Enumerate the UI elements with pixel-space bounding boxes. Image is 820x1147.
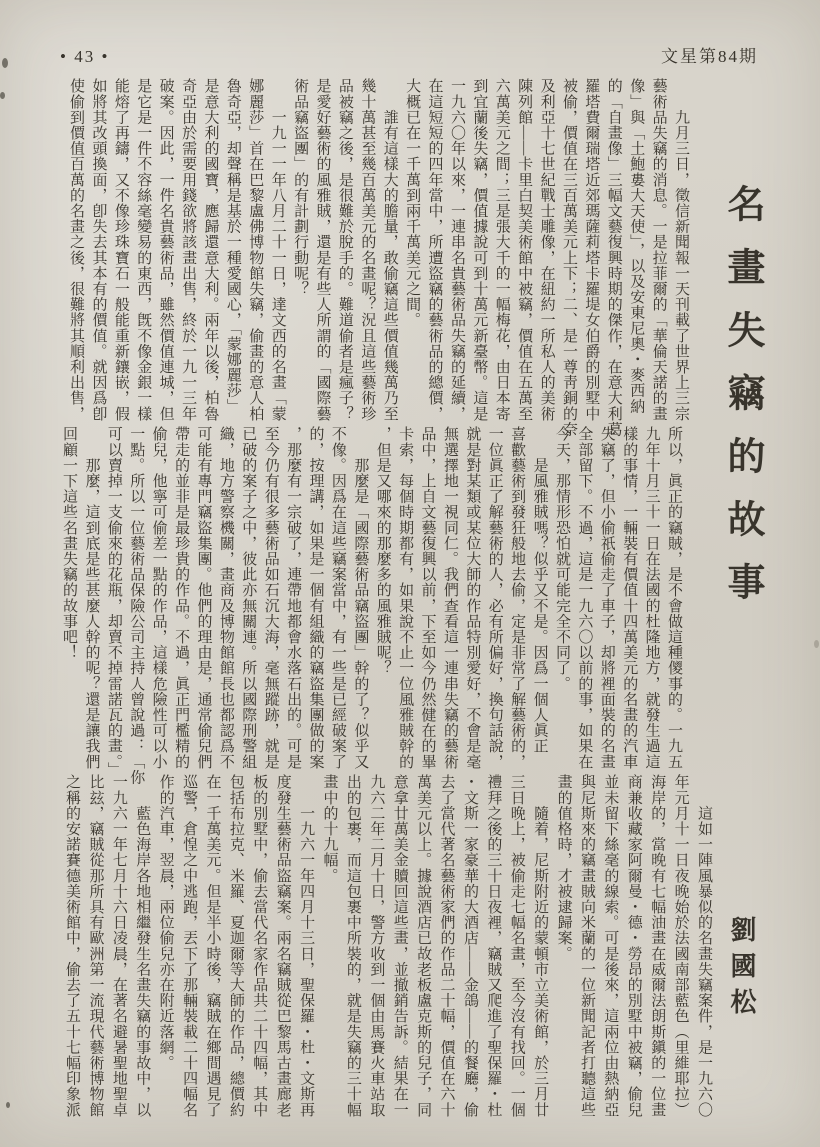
text-column: 一點。所以一位藝術品保險公司主持人曾說過：「你 [128, 426, 145, 785]
text-column: 藍色海岸各地相繼發生名畫失竊的事故中，以 [134, 774, 151, 1118]
text-column: 一位眞正了解藝術的人，必有所偏好，換句話說， [486, 426, 503, 770]
author-name: 劉國松 [727, 916, 756, 1024]
text-column: 去了當代著名藝術家們的作品二十幅，價值在六十 [438, 774, 455, 1118]
text-column: 可能有專門竊盜集團。他們的理由是，通常偷兒們 [195, 426, 212, 770]
text-column: 禮拜之後的三十日夜裡，竊賊又爬進了聖保羅・杜 [485, 774, 502, 1118]
text-column: 九六二年二月十日，警方收到一個由馬賽火車站取 [368, 774, 385, 1118]
paper-speck [0, 92, 5, 99]
text-column: 品被竊之後，是很難於脫手的。難道偷者是瘋子？ [336, 78, 353, 422]
text-column: 誰有這樣大的膽量，敢偷竊這些價值幾萬乃至 [381, 78, 398, 422]
text-column: 織，地方警察機關，畫商及博物館館長也都認爲不 [217, 426, 234, 770]
text-column: 的「自畫像」三幅文藝復興時期的傑作，在意大利葛 [605, 78, 622, 437]
text-column: 幾十萬甚至幾百萬美元的名畫呢？況且這些藝術珍 [359, 78, 376, 422]
text-column: 板的別墅中，偷去當代名家作品共二十四幅，其中 [251, 774, 268, 1118]
text-column: 在一千萬美元。但是半小時後，竊賊在鄉間遇見了 [204, 774, 221, 1118]
text-column: 那麼是「國際藝術品竊盜團」幹的了？似乎又 [352, 426, 369, 770]
text-column: ，但是又哪來的那麼多的風雅賊呢？ [374, 426, 391, 676]
text-column: 包括布拉克、米羅、夏迦爾等大師的作品，總價約 [227, 774, 244, 1118]
text-column: 已破的案子之中，彼此亦無關連。所以國際刑警組 [240, 426, 257, 770]
text-column: 之稱的安諾賽德美術館中，偷去了五十七幅印象派 [64, 774, 81, 1118]
text-column: 偷兒，他寧可偷差一點的作品，這樣危險性可以小 [150, 426, 167, 770]
text-column: 出的包裹，而這包裹中所裝的，就是失竊的三十幅 [344, 774, 361, 1118]
text-column: 回顧一下這些名畫失竊的故事吧！ [61, 426, 78, 660]
text-column: 巡警，倉惶之中逃跑，丟下了那輛裝載二十四幅名 [181, 774, 198, 1118]
text-column: 樣的事情，一輛裝有價值十四萬美元的名畫的汽車 [621, 426, 638, 770]
text-column: 是它是一件不容絲毫變易的東西，旣不像金銀一樣 [135, 78, 152, 422]
text-column: 隨着，尼斯附近的蒙頓市立美術館，於三月廿 [532, 774, 549, 1118]
text-column: 被偷，價值在三百萬美元上下；二、是一尊靑銅的奈 [560, 78, 577, 437]
text-column: 可以賣掉一支偷來的花瓶，却賣不掉雷諾瓦的畫。」 [105, 426, 122, 778]
text-column: 是風雅賊嗎？似乎又不是。因爲一個人眞正 [531, 426, 548, 754]
text-column: 全部留下。不過，這是一九六〇以前的事，如果在 [576, 426, 593, 770]
text-column: 羅塔費爾瑞塔近郊瑪薩莉塔卡羅堤女伯爵的別墅中 [583, 78, 600, 422]
text-column: 九月三日，徵信新聞報一天刊載了世界上三宗 [673, 78, 689, 422]
text-column: 如將其改頭換面，卽失去其本有的價值。就因爲卽 [90, 78, 107, 422]
text-column: 一九六一年七月十六日凌晨，在著名避暑聖地聖卓 [110, 774, 127, 1118]
article-title: 名畫失竊的故事 [721, 184, 763, 625]
text-column: 大概已在一千萬到兩千萬美元之間。 [404, 78, 421, 328]
text-column: 像」與「土鮑婁大天使」，以及安東尼奧・麥西納 [628, 78, 645, 414]
text-column: 萬美元以上。據說酒店已故老板盧克斯的兒子，同 [415, 774, 432, 1118]
page-number: • 43 • [60, 47, 110, 66]
issue-label: 文星第84期 [661, 47, 758, 66]
text-column: 帶走的並非是最珍貴的作品。不過，眞正門檻精的 [173, 426, 190, 770]
text-column: 年元月十一日夜晚始於法國南部藍色（里維耶拉） [672, 774, 689, 1118]
text-column: ，那麼有一宗破了，連帶地都會水落石出的。可是 [285, 426, 302, 770]
text-column: 就是對某類或某位大師的作品特別愛好，不會是毫 [464, 426, 481, 770]
text-column: 不像。因爲在這些竊案當中，有一些是已經破案了 [329, 426, 346, 770]
text-column: 今天，那情形恐怕就可能完全不同了。 [553, 426, 570, 692]
text-column: 這如一陣風暴似的名畫失竊案件，是一九六〇 [696, 774, 712, 1118]
paper-speck [2, 58, 8, 68]
text-column: 三日晚上，被偷走七幅名畫，至今沒有找回。一個 [508, 774, 525, 1118]
text-column: 並未留下絲毫的線索。可是後來，這兩位由熱納亞 [602, 774, 619, 1118]
text-column: 喜歡藝術到發狂般地去偷，定是非常了解藝術的， [509, 426, 526, 770]
text-column: 是意大利的國寶，應歸還意大利。兩年以後，柏魯 [202, 78, 219, 422]
text-block-3 [56, 774, 715, 1132]
text-column: 卡索，每個時期都有，如果說不止一位風雅賊幹的 [397, 426, 414, 770]
text-column: 那麼，這到底是些甚麼人幹的呢？還是讓我們 [83, 426, 100, 770]
text-column: 一九一一年八月二十一日，達文西的名畫「蒙 [269, 78, 286, 422]
text-column: 能熔了再鑄，又不像珍珠寶石一般能重新鑲嵌，假 [112, 78, 129, 422]
page-header [60, 42, 758, 67]
text-column: 的，按理講，如果是一個有組織的竊盜集團做的案 [307, 426, 324, 770]
text-column: 破案。因此，一件名貴藝術品，雖然價值連城，但 [157, 78, 174, 422]
text-column: 海岸的，當晚有七幅油畫在威爾法朗斯鎭的一位畫 [649, 774, 666, 1118]
text-column: 商兼收藏家阿爾曼・德・勞昂的別墅中被竊，偷兒 [625, 774, 642, 1118]
text-column: 在這短短的四年當中，所遭盜竊的藝術品的總價， [426, 78, 443, 422]
text-column: 與尼斯來的竊畫賊向米蘭的一位新聞記者打聽這些 [578, 774, 595, 1118]
text-column: 比玆，竊賊從那所具有歐洲第一流現代藝術博物館 [87, 774, 104, 1118]
text-column: 意拿廿萬美金贖回這些畫，並撤銷告訴。結果在一 [391, 774, 408, 1118]
text-column: 一九六一年四月十三日，聖保羅・杜・文斯再 [298, 774, 315, 1118]
text-column: 是愛好藝術的風雅賊，還是有些人所謂的「國際藝 [314, 78, 331, 422]
text-column: 失竊了，但小偷祇偷走了車子，却將裡面裝的名畫 [598, 426, 615, 770]
paper-speck [814, 640, 819, 648]
text-column: 到宜蘭後失竊，價值據說可到十萬元新臺幣。這是 [471, 78, 488, 422]
text-column: 品中，上自文藝復興以前，下至如今仍然健在的畢 [419, 426, 436, 770]
text-column: 所以，眞正的竊賊，是不會做這種儍事的。一九五 [666, 426, 682, 770]
text-column: 度發生藝術品盜竊案。兩名竊賊從巴黎馬古畫廊老 [274, 774, 291, 1118]
text-block-2 [56, 426, 685, 785]
text-column: 及利亞十七世紀戰士雕像，在紐約一所私人的美術 [538, 78, 555, 422]
text-column: 藝術品失竊的消息。一是拉菲爾的「華倫天諾的畫 [650, 78, 667, 422]
text-block-1 [62, 78, 692, 437]
text-column: 六萬美元之間；三是張大千的一幅梅花，由日本寄 [493, 78, 510, 422]
text-column: 一九六〇年以來，一連串名貴藝術品失竊的延續， [448, 78, 465, 422]
text-column: 魯奇亞，却聲稱是基於一種愛國心，「蒙娜麗莎」 [224, 78, 241, 414]
text-column: 畫的值格時，才被逮歸案。 [555, 774, 572, 962]
text-column: 陳列館——卡里白契美術館中被竊，價值在五萬至 [516, 78, 533, 422]
text-column: 無選擇地一視同仁。我們查看這一連串失竊的藝術 [441, 426, 458, 770]
text-column: 九年十月三十一日在法國的杜隆地方，就發生過這 [643, 426, 660, 770]
text-column: 奇亞由於需要用錢欲將該畫出售，終於一九一三年 [180, 78, 197, 422]
text-column: 使偷到價值百萬的名畫之後，很難將其順利出售， [68, 78, 85, 422]
text-column: 至今仍有很多藝術品如石沉大海，毫無蹤跡，就是 [262, 426, 279, 770]
text-column: 娜麗莎」首在巴黎盧佛博物館失竊，偷畫的意人柏 [247, 78, 264, 422]
paper-speck [6, 1102, 10, 1108]
text-column: 作的汽車，翌晨，兩位偷兒亦在附近落網。 [157, 774, 174, 1071]
text-column: 術品竊盜團」的有計劃行動呢？ [292, 78, 309, 297]
text-column: ・文斯一家豪華的大酒店——金鴿——的餐廳，偷 [461, 774, 478, 1118]
text-column: 畫中的十九幅。 [321, 774, 338, 884]
